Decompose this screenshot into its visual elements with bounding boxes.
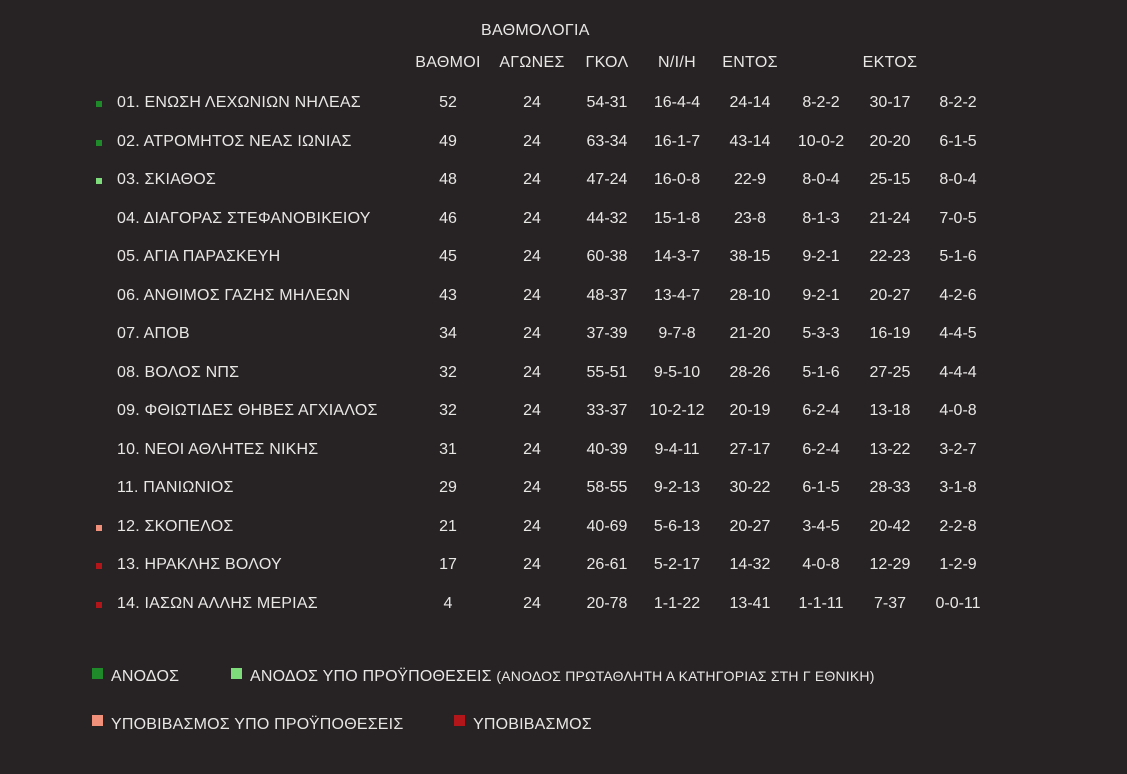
col-header-goals: ΓΚΟΛ [585,54,629,71]
cell-away-record: 5-1-6 [939,248,977,265]
cell-home-goals: 43-14 [729,132,771,150]
table-row [0,204,1127,242]
cell-games: 24 [523,479,541,496]
cell-home-goals: 27-17 [729,440,771,458]
team-name: 12. ΣΚΟΠΕΛΟΣ [117,517,234,535]
cell-home-record: 8-0-4 [802,171,840,188]
cell-away-goals: 13-22 [869,440,911,458]
cell-record: 14-3-7 [653,248,701,265]
cell-points: 34 [439,325,457,342]
cell-goals: 44-32 [586,209,628,227]
cell-away-record: 2-2-8 [939,517,977,535]
cell-record: 9-7-8 [658,325,696,342]
cell-record: 10-2-12 [649,402,705,419]
cell-points: 4 [443,594,453,612]
cell-points: 49 [439,132,457,150]
cell-goals: 33-37 [586,402,628,419]
cell-home-goals: 22-9 [733,171,767,188]
cell-home-goals: 30-22 [729,479,771,496]
status-marker [96,140,102,146]
cell-away-record: 1-2-9 [939,556,977,573]
cell-points: 45 [439,248,457,265]
cell-away-goals: 20-27 [869,286,911,304]
cell-away-goals: 25-15 [869,171,911,188]
status-marker [96,563,102,569]
team-name: 06. ΑΝΘΙΜΟΣ ΓΑΖΗΣ ΜΗΛΕΩΝ [117,286,351,304]
team-name: 05. ΑΓΙΑ ΠΑΡΑΣΚΕΥΗ [117,248,281,265]
cell-away-goals: 20-42 [869,517,911,535]
table-row [0,242,1127,280]
cell-record: 16-1-7 [653,132,701,150]
table-row [0,589,1127,627]
table-row [0,473,1127,511]
cell-record: 9-5-10 [653,363,701,381]
cell-away-goals: 22-23 [869,248,911,265]
cell-away-goals: 20-20 [869,132,911,150]
cell-home-goals: 20-27 [729,517,771,535]
team-name: 04. ΔΙΑΓΟΡΑΣ ΣΤΕΦΑΝΟΒΙΚΕΙΟΥ [117,209,371,227]
cell-goals: 48-37 [586,286,628,304]
cell-games: 24 [523,209,541,227]
status-marker [96,101,102,107]
promotion-swatch [92,668,103,679]
cell-goals: 26-61 [586,556,628,573]
cell-away-record: 7-0-5 [939,209,977,227]
table-row [0,127,1127,165]
cell-goals: 55-51 [586,363,628,381]
table-title: ΒΑΘΜΟΛΟΓΙΑ [481,22,590,39]
cell-games: 24 [523,248,541,265]
cell-home-goals: 13-41 [729,594,771,612]
cell-goals: 40-39 [586,440,628,458]
cell-away-record: 3-1-8 [939,479,977,496]
cell-points: 43 [439,286,457,304]
cell-points: 46 [439,209,457,227]
legend-relegation-label: ΥΠΟΒΙΒΑΣΜΟΣ [473,716,592,733]
cell-away-record: 6-1-5 [939,132,977,150]
cell-points: 17 [439,556,457,573]
cell-home-record: 1-1-11 [798,594,844,612]
cell-goals: 63-34 [586,132,628,150]
status-marker [96,602,102,608]
cell-home-goals: 28-26 [729,363,771,381]
cell-games: 24 [523,132,541,150]
cell-record: 9-2-13 [653,479,701,496]
conditional-promotion-swatch [231,668,242,679]
cell-home-goals: 23-8 [733,209,767,227]
col-header-home: ΕΝΤΟΣ [722,54,778,71]
cell-games: 24 [523,517,541,535]
cell-away-goals: 21-24 [869,209,911,227]
cell-record: 1-1-22 [653,594,701,612]
cell-home-record: 4-0-8 [802,556,840,573]
cell-home-goals: 20-19 [729,402,771,419]
cell-away-goals: 7-37 [873,594,907,612]
cell-record: 5-2-17 [653,556,701,573]
table-row [0,396,1127,434]
col-header-record: Ν/Ι/Η [658,54,696,71]
cell-games: 24 [523,594,541,612]
cell-points: 29 [439,479,457,496]
cell-games: 24 [523,556,541,573]
cell-away-goals: 16-19 [869,325,911,342]
cell-away-goals: 28-33 [869,479,911,496]
cell-record: 9-4-11 [654,440,700,458]
table-row [0,512,1127,550]
team-name: 09. ΦΘΙΩΤΙΔΕΣ ΘΗΒΕΣ ΑΓΧΙΑΛΟΣ [117,402,378,419]
cell-games: 24 [523,94,541,111]
cell-home-goals: 14-32 [729,556,771,573]
table-row [0,358,1127,396]
cell-away-record: 3-2-7 [939,440,977,458]
cell-home-record: 6-2-4 [802,440,840,458]
cell-games: 24 [523,440,541,458]
team-name: 10. ΝΕΟΙ ΑΘΛΗΤΕΣ ΝΙΚΗΣ [117,440,319,458]
cell-record: 16-0-8 [653,171,701,188]
legend-promotion-label: ΑΝΟΔΟΣ [111,668,180,685]
cell-away-goals: 27-25 [869,363,911,381]
col-header-points: ΒΑΘΜΟΙ [415,54,481,71]
cell-away-goals: 30-17 [869,94,911,111]
cell-home-record: 5-1-6 [802,363,840,381]
table-row [0,550,1127,588]
legend-conditional-promotion-label: ΑΝΟΔΟΣ ΥΠΟ ΠΡΟΫΠΟΘΕΣΕΙΣ [250,668,492,685]
cell-away-record: 0-0-11 [935,594,981,612]
status-marker [96,525,102,531]
cell-home-record: 6-1-5 [802,479,840,496]
cell-away-record: 4-4-5 [939,325,977,342]
cell-record: 15-1-8 [653,209,701,227]
cell-home-record: 3-4-5 [802,517,840,535]
cell-points: 48 [439,171,457,188]
cell-home-goals: 38-15 [729,248,771,265]
cell-points: 32 [439,402,457,419]
cell-away-record: 8-2-2 [939,94,977,111]
cell-games: 24 [523,286,541,304]
cell-games: 24 [523,171,541,188]
cell-goals: 37-39 [586,325,628,342]
cell-away-goals: 12-29 [869,556,911,573]
team-name: 14. ΙΑΣΩΝ ΑΛΛΗΣ ΜΕΡΙΑΣ [117,594,318,612]
cell-games: 24 [523,402,541,419]
cell-home-goals: 21-20 [729,325,771,342]
table-row [0,165,1127,203]
team-name: 13. ΗΡΑΚΛΗΣ ΒΟΛΟΥ [117,556,282,573]
cell-home-record: 10-0-2 [797,132,845,150]
cell-goals: 40-69 [586,517,628,535]
cell-goals: 54-31 [586,94,628,111]
team-name: 11. ΠΑΝΙΩΝΙΟΣ [117,479,234,496]
team-name: 03. ΣΚΙΑΘΟΣ [117,171,217,188]
table-row [0,281,1127,319]
cell-home-record: 9-2-1 [802,286,840,304]
cell-away-record: 4-2-6 [939,286,977,304]
cell-points: 31 [439,440,457,458]
cell-games: 24 [523,363,541,381]
team-name: 02. ΑΤΡΟΜΗΤΟΣ ΝΕΑΣ ΙΩΝΙΑΣ [117,132,352,150]
legend-conditional-promotion [250,668,875,686]
cell-record: 13-4-7 [653,286,701,304]
cell-games: 24 [523,325,541,342]
cell-home-record: 8-1-3 [802,209,840,227]
table-row [0,319,1127,357]
cell-home-record: 8-2-2 [802,94,840,111]
cell-record: 16-4-4 [653,94,701,111]
cell-home-goals: 28-10 [729,286,771,304]
cell-home-record: 6-2-4 [802,402,840,419]
table-row [0,88,1127,126]
team-name: 07. ΑΠΟΒ [117,325,190,342]
cell-points: 32 [439,363,457,381]
status-marker [96,178,102,184]
conditional-relegation-swatch [92,715,103,726]
col-header-away: ΕΚΤΟΣ [862,54,918,71]
cell-record: 5-6-13 [653,517,701,535]
col-header-games: ΑΓΩΝΕΣ [499,54,565,71]
relegation-swatch [454,715,465,726]
legend-conditional-promotion-note: (ΑΝΟΔΟΣ ΠΡΩΤΑΘΛΗΤΗ Α ΚΑΤΗΓΟΡΙΑΣ ΣΤΗ Γ ΕΘΝΙΚΗ) [496,668,875,684]
cell-home-record: 9-2-1 [802,248,840,265]
cell-away-record: 8-0-4 [939,171,977,188]
team-name: 01. ΕΝΩΣΗ ΛΕΧΩΝΙΩΝ ΝΗΛΕΑΣ [117,94,361,111]
cell-goals: 60-38 [586,248,628,265]
cell-away-record: 4-0-8 [939,402,977,419]
cell-away-goals: 13-18 [869,402,911,419]
team-name: 08. ΒΟΛΟΣ ΝΠΣ [117,363,240,381]
cell-goals: 20-78 [586,594,628,612]
cell-home-record: 5-3-3 [802,325,840,342]
cell-points: 52 [439,94,457,111]
cell-away-record: 4-4-4 [939,363,977,381]
cell-points: 21 [439,517,457,535]
cell-goals: 58-55 [586,479,628,496]
table-row [0,435,1127,473]
cell-goals: 47-24 [586,171,628,188]
legend-conditional-relegation-label: ΥΠΟΒΙΒΑΣΜΟΣ ΥΠΟ ΠΡΟΫΠΟΘΕΣΕΙΣ [111,716,404,733]
cell-home-goals: 24-14 [729,94,771,111]
